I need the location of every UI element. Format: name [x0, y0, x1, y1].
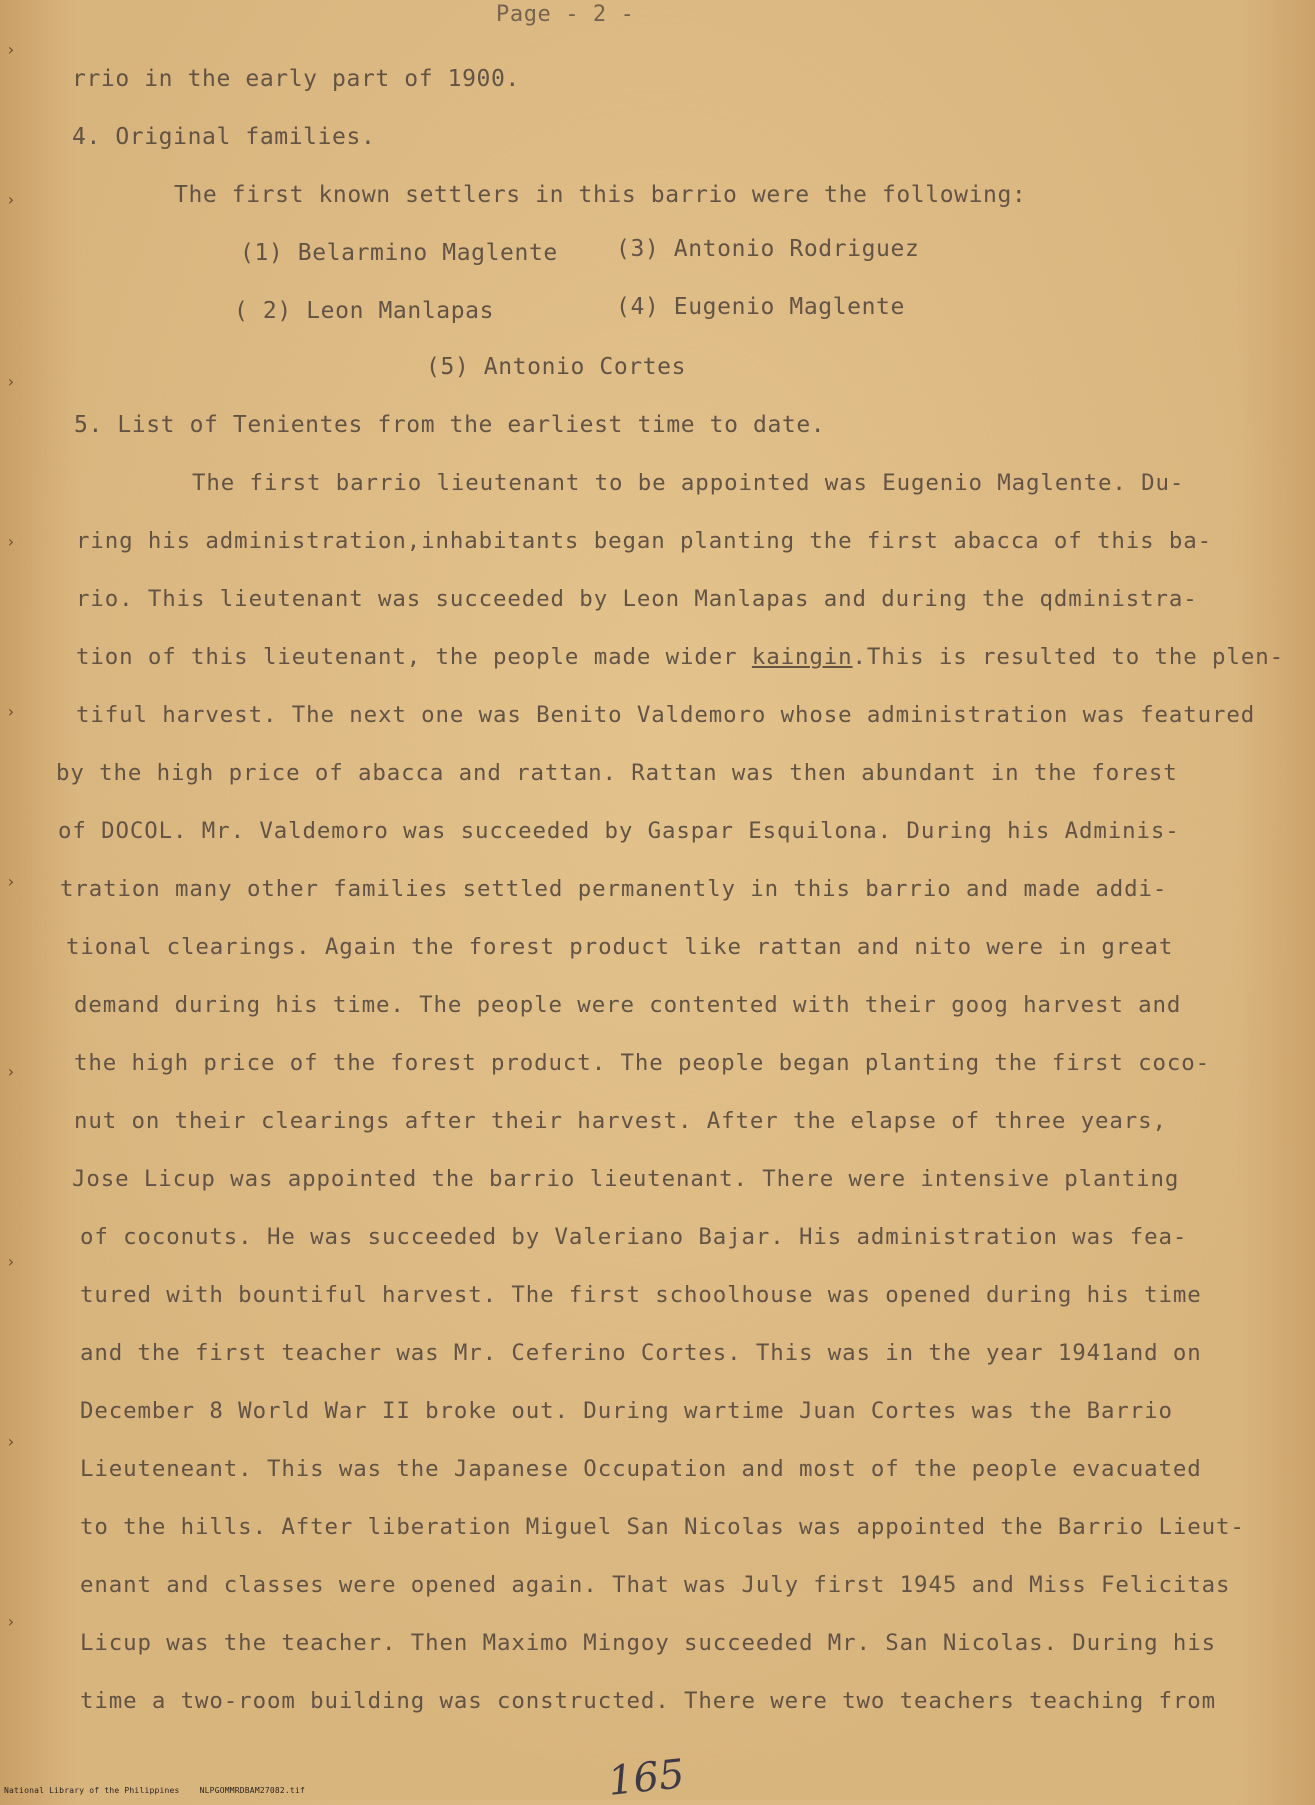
paragraph-line: by the high price of abacca and rattan. Rattan was then abundant in the forest [56, 760, 1178, 786]
binding-mark: › [6, 1252, 16, 1271]
paragraph-line: and the first teacher was Mr. Ceferino Cortes. This was in the year 1941and on [80, 1340, 1202, 1366]
settler-item: (5) Antonio Cortes [426, 354, 687, 380]
binding-mark: › [6, 702, 16, 721]
binding-mark: › [6, 40, 16, 59]
section3-tail: rrio in the early part of 1900. [72, 66, 520, 92]
paragraph-line: of coconuts. He was succeeded by Valeriano Bajar. His administration was fea- [80, 1224, 1188, 1250]
section4-heading: 4. Original families. [72, 124, 376, 150]
section5-heading: 5. List of Tenientes from the earliest time to date. [74, 412, 826, 438]
paragraph-line [76, 644, 1284, 670]
settler-item: (3) Antonio Rodriguez [616, 236, 920, 262]
paragraph-line: Jose Licup was appointed the barrio lieutenant. There were intensive planting [72, 1166, 1180, 1192]
paragraph-line: ring his administration,inhabitants began planting the first abacca of this ba- [76, 528, 1213, 554]
settler-item: (1) Belarmino Maglente [240, 240, 558, 266]
section4-intro: The first known settlers in this barrio were the following: [174, 182, 1027, 208]
binding-mark: › [6, 1062, 16, 1081]
paragraph-line: December 8 World War II broke out. During wartime Juan Cortes was the Barrio [80, 1398, 1173, 1424]
paragraph-line: tration many other families settled permanently in this barrio and made addi- [60, 876, 1168, 902]
paragraph-line: enant and classes were opened again. That was July first 1945 and Miss Felicitas [80, 1572, 1231, 1598]
paragraph-line: The first barrio lieutenant to be appointed was Eugenio Maglente. Du- [192, 470, 1185, 496]
binding-mark: › [6, 372, 16, 391]
paragraph-line: nut on their clearings after their harvest. After the elapse of three years, [74, 1108, 1167, 1134]
binding-mark: › [6, 872, 16, 891]
paragraph-line: the high price of the forest product. The people began planting the first coco- [74, 1050, 1211, 1076]
paragraph-line: tiful harvest. The next one was Benito Valdemoro whose administration was featured [76, 702, 1256, 728]
settler-item: (4) Eugenio Maglente [616, 294, 905, 320]
paragraph-line: Licup was the teacher. Then Maximo Mingoy succeeded Mr. San Nicolas. During his [80, 1630, 1217, 1656]
paragraph-line: tional clearings. Again the forest product like rattan and nito were in great [66, 934, 1174, 960]
paragraph-line: of DOCOL. Mr. Valdemoro was succeeded by Gaspar Esquilona. During his Adminis- [58, 818, 1180, 844]
binding-mark: › [6, 532, 16, 551]
underlined-word: kaingin [751, 644, 853, 670]
handwritten-page-number: 165 [605, 1751, 687, 1805]
page-header: Page - 2 - [496, 2, 635, 27]
paragraph-line: rio. This lieutenant was succeeded by Leon Manlapas and during the qdministra- [76, 586, 1198, 612]
paragraph-line: Lieuteneant. This was the Japanese Occupation and most of the people evacuated [80, 1456, 1202, 1482]
archive-footer: National Library of the Philippines NLPGOMMRDBAM27082.tif [4, 1786, 305, 1795]
line-segment: .This is resulted to the plen- [852, 644, 1284, 670]
paragraph-line: time a two-room building was constructed. There were two teachers teaching from [80, 1688, 1217, 1714]
binding-mark: › [6, 1432, 16, 1451]
binding-mark: › [6, 1612, 16, 1631]
binding-mark: › [6, 190, 16, 209]
settler-item: ( 2) Leon Manlapas [234, 298, 495, 324]
line-segment: tion of this lieutenant, the people made wider [76, 644, 752, 670]
paragraph-line: demand during his time. The people were contented with their goog harvest and [74, 992, 1182, 1018]
paragraph-line: to the hills. After liberation Miguel San Nicolas was appointed the Barrio Lieut- [80, 1514, 1245, 1540]
paragraph-line: tured with bountiful harvest. The first schoolhouse was opened during his time [80, 1282, 1202, 1308]
